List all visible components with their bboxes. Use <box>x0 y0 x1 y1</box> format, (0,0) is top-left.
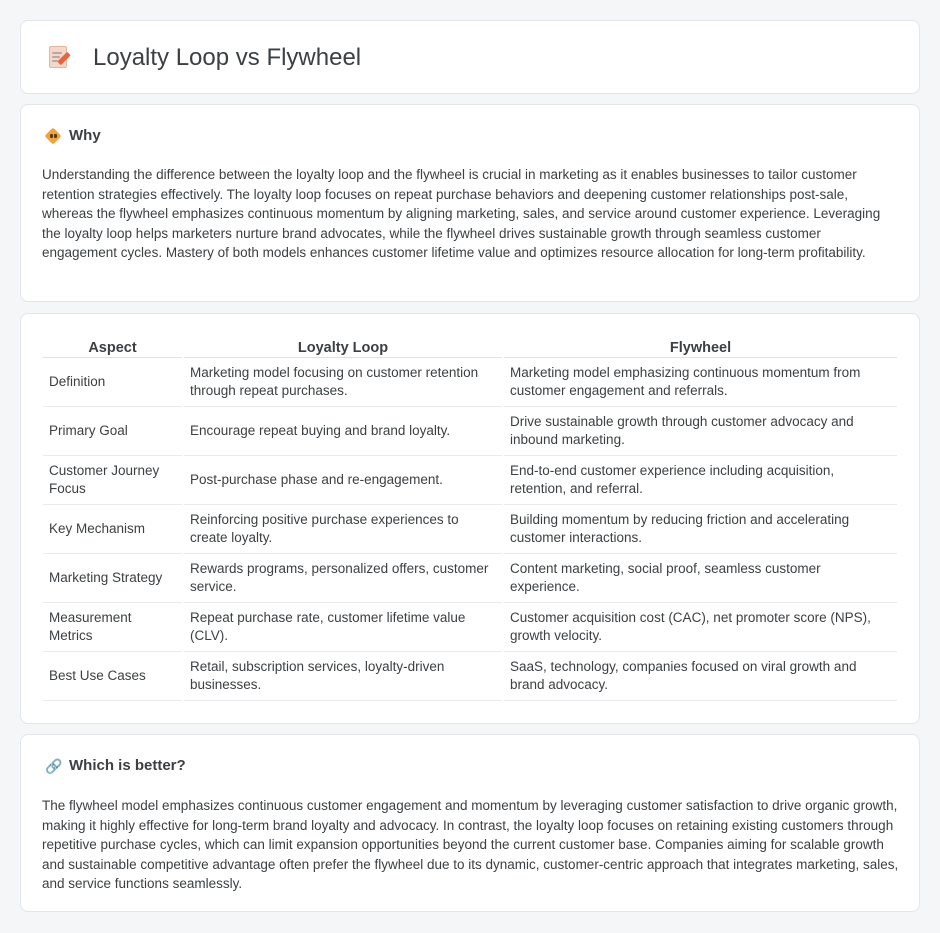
page-title: Loyalty Loop vs Flywheel <box>93 44 362 71</box>
title-row <box>47 43 361 73</box>
aspect-cell: Best Use Cases <box>43 652 182 701</box>
link-icon: 🔗 <box>45 757 63 774</box>
better-title: Which is better? <box>69 757 186 774</box>
table-row <box>43 652 897 701</box>
flywheel-cell: Content marketing, social proof, seamless customer experience. <box>504 554 897 603</box>
comparison-table <box>41 336 899 701</box>
loyalty-loop-cell: Post-purchase phase and re-engagement. <box>184 456 502 505</box>
table-row <box>43 603 897 652</box>
title-card <box>20 20 920 94</box>
why-title: Why <box>69 127 101 144</box>
aspect-cell: Definition <box>43 358 182 407</box>
loyalty-loop-cell: Rewards programs, personalized offers, customer service. <box>184 554 502 603</box>
aspect-cell: Primary Goal <box>43 407 182 456</box>
header-flywheel: Flywheel <box>504 336 897 358</box>
document-edit-icon <box>47 44 71 72</box>
aspect-cell: Measurement Metrics <box>43 603 182 652</box>
better-text: The flywheel model emphasizes continuous customer engagement and momentum by leveraging customer satisfaction to drive organic growth, making it highly effective for long-term brand loyalty and advocacy. In contrast, the loyalty loop focuses on retaining existing customers through repetitive purchase cycles, which can limit expansion opportunities beyond the current customer base. Companies aiming for scalable growth and sustainable competitive advantage often prefer the flywheel due to its dynamic, customer-centric approach that integrates marketing, sales, and service functions seamlessly. <box>42 798 899 891</box>
header-loyalty-loop: Loyalty Loop <box>184 336 502 358</box>
why-text: Understanding the difference between the loyalty loop and the flywheel is crucial in marketing as it enables businesses to tailor customer retention strategies effectively. The loyalty loop focuses on repeat purchase behaviors and deepening customer relationships post-sale, whereas the flywheel emphasizes continuous momentum by aligning marketing, sales, and service around customer experience. Leveraging the loyalty loop helps marketers nurture brand advocates, while the flywheel drives sustainable growth through seamless customer engagement cycles. Mastery of both models enhances customer lifetime value and optimizes resource allocation for long-term profitability. <box>42 167 881 260</box>
why-card <box>20 104 920 302</box>
loyalty-loop-cell: Marketing model focusing on customer retention through repeat purchases. <box>184 358 502 407</box>
flywheel-cell: Customer acquisition cost (CAC), net promoter score (NPS), growth velocity. <box>504 603 897 652</box>
loyalty-loop-cell: Retail, subscription services, loyalty-driven businesses. <box>184 652 502 701</box>
flywheel-cell: End-to-end customer experience including acquisition, retention, and referral. <box>504 456 897 505</box>
aspect-cell: Customer Journey Focus <box>43 456 182 505</box>
table-row <box>43 456 897 505</box>
table-row <box>43 505 897 554</box>
loyalty-loop-cell: Repeat purchase rate, customer lifetime value (CLV). <box>184 603 502 652</box>
which-is-better-card <box>20 734 920 912</box>
table-row <box>43 407 897 456</box>
loyalty-loop-cell: Reinforcing positive purchase experiences to create loyalty. <box>184 505 502 554</box>
aspect-cell: Marketing Strategy <box>43 554 182 603</box>
flywheel-cell: SaaS, technology, companies focused on viral growth and brand advocacy. <box>504 652 897 701</box>
flywheel-cell: Building momentum by reducing friction and accelerating customer interactions. <box>504 505 897 554</box>
header-aspect: Aspect <box>43 336 182 358</box>
flywheel-cell: Drive sustainable growth through customer advocacy and inbound marketing. <box>504 407 897 456</box>
diamond-sign-icon <box>45 128 61 144</box>
loyalty-loop-cell: Encourage repeat buying and brand loyalty. <box>184 407 502 456</box>
comparison-card <box>20 313 920 724</box>
table-row <box>43 358 897 407</box>
why-heading <box>45 127 101 144</box>
better-heading <box>45 757 186 774</box>
table-row <box>43 554 897 603</box>
aspect-cell: Key Mechanism <box>43 505 182 554</box>
table-header-row <box>43 336 897 358</box>
flywheel-cell: Marketing model emphasizing continuous momentum from customer engagement and referrals. <box>504 358 897 407</box>
